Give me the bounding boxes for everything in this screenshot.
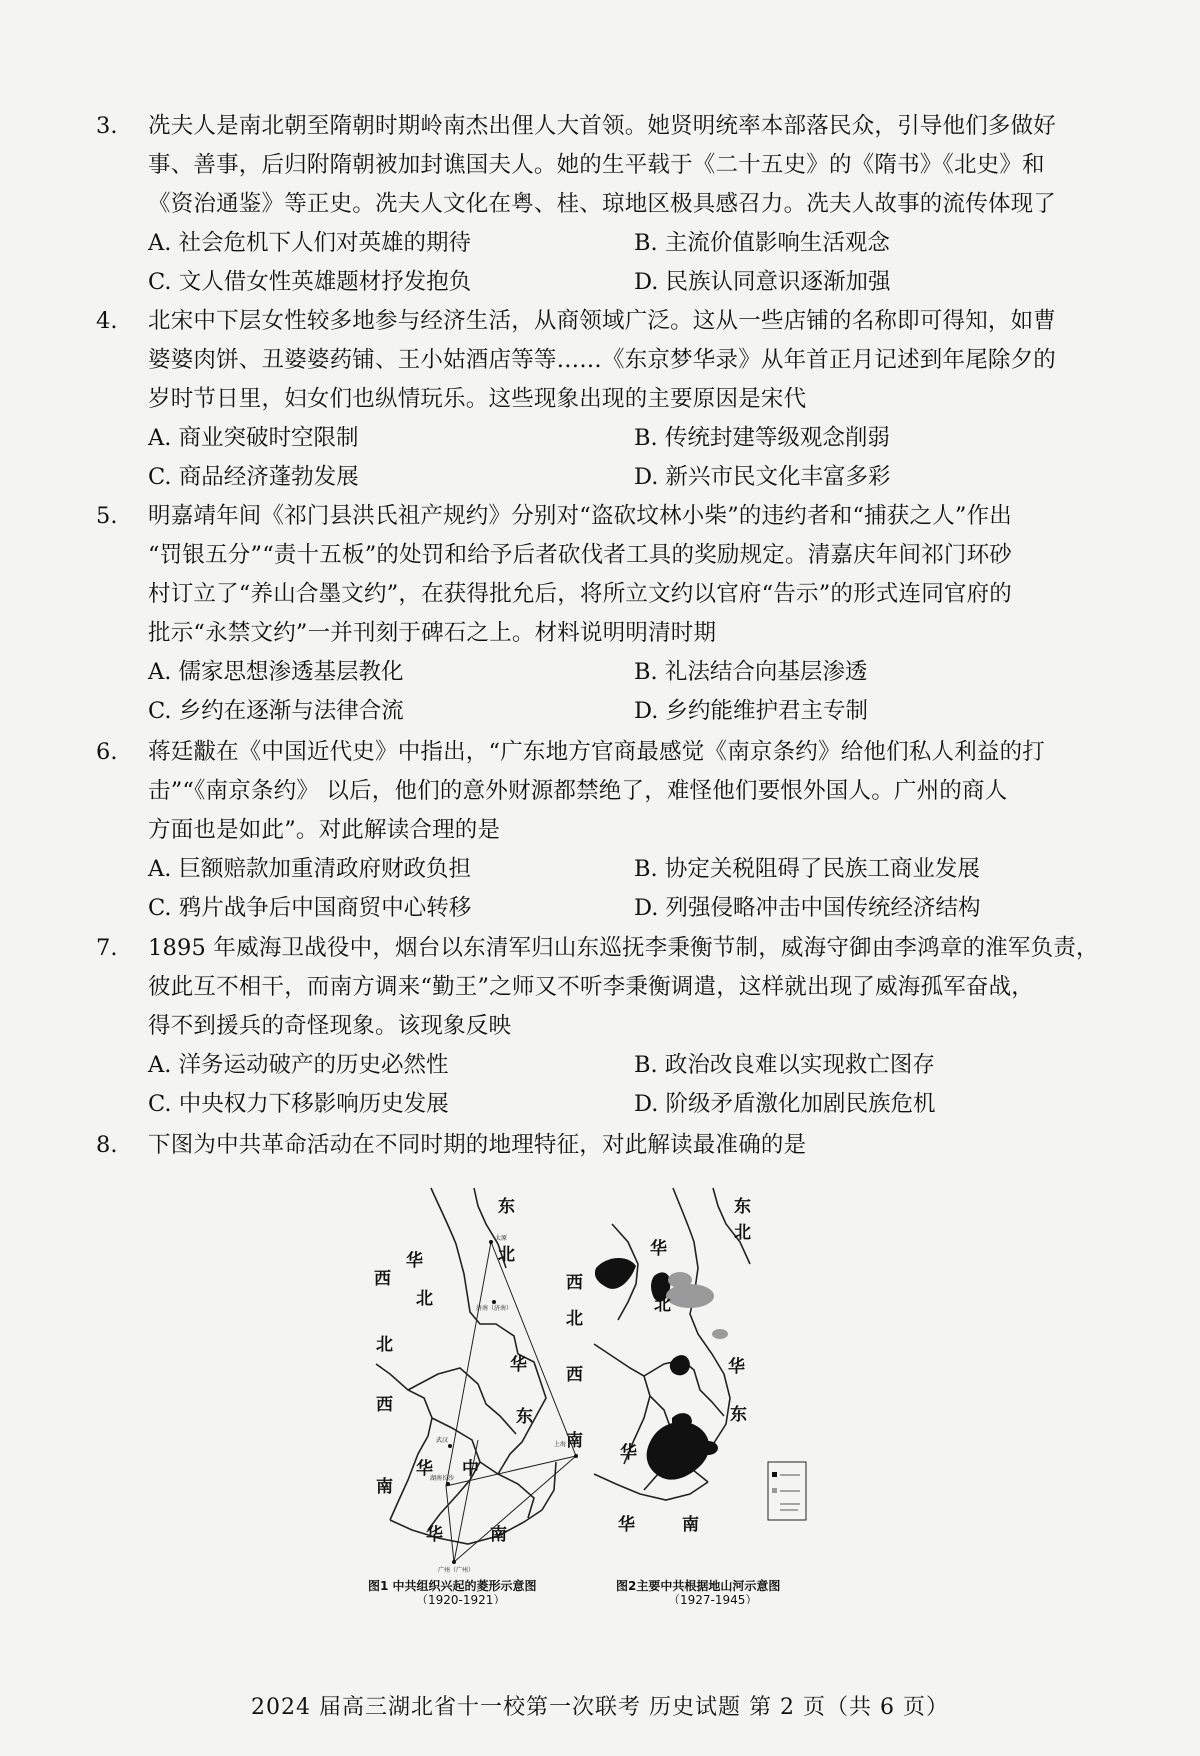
map-city-label: 广州（广州） bbox=[438, 1567, 475, 1574]
question-number: 8. bbox=[96, 1132, 118, 1158]
map-region-label: 西 bbox=[376, 1395, 393, 1415]
map-region-label: 东 bbox=[516, 1407, 533, 1427]
map-city-label: 济南（济南） bbox=[476, 1305, 513, 1312]
question-text-line: 得不到援兵的奇怪现象。该现象反映 bbox=[148, 1013, 512, 1039]
question-text-line: 北宋中下层女性较多地参与经济生活，从商领域广泛。这从一些店铺的名称即可得知，如曹 bbox=[148, 308, 1057, 334]
figure1-diamond bbox=[446, 1242, 576, 1562]
map-city-label: 湖南长沙 bbox=[430, 1475, 455, 1482]
map-region-label: 西 bbox=[374, 1269, 391, 1289]
option-d[interactable]: D. 阶级矛盾激化加剧民族危机 bbox=[634, 1091, 936, 1117]
option-c[interactable]: C. 鸦片战争后中国商贸中心转移 bbox=[148, 895, 472, 921]
question-text-line: 击”“《南京条约》 以后，他们的意外财源都禁绝了，难怪他们要恨外国人。广州的商人 bbox=[148, 778, 1008, 804]
map-region-label: 华 bbox=[426, 1525, 443, 1545]
map-region-label: 华 bbox=[620, 1443, 637, 1463]
map-region-label: 北 bbox=[376, 1335, 393, 1355]
map-region-label: 北 bbox=[654, 1295, 671, 1315]
question-text-line: 明嘉靖年间《祁门县洪氏祖产规约》分别对“盗砍坟林小柴”的违约者和“捕获之人”作出 bbox=[148, 503, 1013, 529]
map-region-label: 北 bbox=[734, 1223, 751, 1243]
map-city-label: 上海 bbox=[554, 1441, 567, 1448]
option-b[interactable]: B. 主流价值影响生活观念 bbox=[634, 230, 890, 256]
question-number: 4. bbox=[96, 308, 118, 334]
question-text-line: 事、善事，后归附隋朝被加封谯国夫人。她的生平载于《二十五史》的《隋书》《北史》和 bbox=[148, 152, 1045, 178]
question-text-line: 村订立了“养山合墨文约”，在获得批允后，将所立文约以官府“告示”的形式连同官府的 bbox=[148, 581, 1013, 607]
map-region-label: 中 bbox=[462, 1459, 479, 1479]
map-region-label: 华 bbox=[510, 1355, 527, 1375]
option-a[interactable]: A. 巨额赔款加重清政府财政负担 bbox=[148, 856, 472, 882]
map-region-label: 东 bbox=[730, 1405, 747, 1425]
option-a[interactable]: A. 洋务运动破产的历史必然性 bbox=[148, 1052, 449, 1078]
map-region-label: 华 bbox=[406, 1251, 423, 1271]
question-text-line: 冼夫人是南北朝至隋朝时期岭南杰出俚人大首领。她贤明统率本部落民众，引导他们多做好 bbox=[148, 113, 1057, 139]
question-text-line: 下图为中共革命活动在不同时期的地理特征，对此解读最准确的是 bbox=[148, 1132, 807, 1158]
option-b[interactable]: B. 政治改良难以实现救亡图存 bbox=[634, 1052, 935, 1078]
question-text-line: 批示“永禁文约”一并刊刻于碑石之上。材料说明明清时期 bbox=[148, 620, 717, 646]
map-region-label: 东 bbox=[734, 1197, 751, 1217]
map-city-label: 武汉 bbox=[436, 1437, 449, 1444]
map-region-label: 东 bbox=[498, 1197, 515, 1217]
option-a[interactable]: A. 商业突破时空限制 bbox=[148, 425, 359, 451]
map-region-label: 北 bbox=[416, 1289, 433, 1309]
map-region-label: 北 bbox=[498, 1245, 515, 1265]
figure2-years: （1927-1945） bbox=[668, 1593, 758, 1604]
option-a[interactable]: A. 社会危机下人们对英雄的期待 bbox=[148, 230, 472, 256]
option-c[interactable]: C. 文人借女性英雄题材抒发抱负 bbox=[148, 269, 472, 295]
map-region-label: 北 bbox=[566, 1309, 583, 1329]
maps-figure bbox=[368, 1184, 868, 1604]
map-region-label: 南 bbox=[566, 1431, 583, 1451]
option-b[interactable]: B. 传统封建等级观念削弱 bbox=[634, 425, 890, 451]
map-region-label: 南 bbox=[490, 1525, 507, 1545]
question-number: 5. bbox=[96, 503, 118, 529]
question-number: 6. bbox=[96, 739, 118, 765]
question-text-line: 彼此互不相干，而南方调来“勤王”之师又不听李秉衡调遣，这样就出现了威海孤军奋战， bbox=[148, 974, 1035, 1000]
option-a[interactable]: A. 儒家思想渗透基层教化 bbox=[148, 659, 404, 685]
map-city-label: 太原 bbox=[495, 1235, 508, 1242]
figure1-caption: 图1 中共组织兴起的菱形示意图 bbox=[368, 1579, 537, 1593]
page-footer: 2024 届高三湖北省十一校第一次联考 历史试题 第 2 页（共 6 页） bbox=[251, 1695, 949, 1720]
question-text-line: 1895 年威海卫战役中，烟台以东清军归山东巡抚李秉衡节制，威海守御由李鸿章的淮军负责， bbox=[148, 935, 1099, 961]
question-number: 3. bbox=[96, 113, 118, 139]
question-text-line: 婆婆肉饼、丑婆婆药铺、王小姑酒店等等……《东京梦华录》从年首正月记述到年尾除夕的 bbox=[148, 347, 1057, 373]
map-region-label: 南 bbox=[376, 1477, 393, 1497]
figure2-region-labels bbox=[566, 1196, 751, 1535]
map-region-label: 西 bbox=[566, 1273, 583, 1293]
question-text-line: 方面也是如此”。对此解读合理的是 bbox=[148, 817, 501, 843]
option-b[interactable]: B. 礼法结合向基层渗透 bbox=[634, 659, 868, 685]
question-text-line: 蒋廷黻在《中国近代史》中指出，“广东地方官商最感觉《南京条约》给他们私人利益的打 bbox=[148, 739, 1046, 765]
map-region-label: 华 bbox=[650, 1239, 667, 1259]
option-d[interactable]: D. 民族认同意识逐渐加强 bbox=[634, 269, 891, 295]
figure1-years: （1920-1921） bbox=[416, 1593, 506, 1604]
option-c[interactable]: C. 商品经济蓬勃发展 bbox=[148, 464, 359, 490]
figure2-caption: 图2主要中共根据地山河示意图 bbox=[616, 1579, 781, 1593]
option-b[interactable]: B. 协定关税阻碍了民族工商业发展 bbox=[634, 856, 980, 882]
map-region-label: 西 bbox=[566, 1365, 583, 1385]
map-region-label: 华 bbox=[728, 1357, 745, 1377]
option-c[interactable]: C. 中央权力下移影响历史发展 bbox=[148, 1091, 449, 1117]
figure1-small-labels bbox=[430, 1234, 566, 1574]
option-d[interactable]: D. 乡约能维护君主专制 bbox=[634, 698, 869, 724]
map-region-label: 华 bbox=[618, 1515, 635, 1535]
question-number: 7. bbox=[96, 935, 118, 961]
question-text-line: 《资治通鉴》等正史。冼夫人文化在粤、桂、琼地区极具感召力。冼夫人故事的流传体现了 bbox=[148, 191, 1057, 217]
option-c[interactable]: C. 乡约在逐渐与法律合流 bbox=[148, 698, 404, 724]
map-region-label: 南 bbox=[682, 1515, 699, 1535]
question-text-line: “罚银五分”“责十五板”的处罚和给予后者砍伐者工具的奖励规定。清嘉庆年间祁门环砂 bbox=[148, 542, 1013, 568]
question-text-line: 岁时节日里，妇女们也纵情玩乐。这些现象出现的主要原因是宋代 bbox=[148, 386, 807, 412]
option-d[interactable]: D. 新兴市民文化丰富多彩 bbox=[634, 464, 891, 490]
map-region-label: 中 bbox=[656, 1443, 673, 1463]
option-d[interactable]: D. 列强侵略冲击中国传统经济结构 bbox=[634, 895, 981, 921]
figure1-map bbox=[376, 1188, 556, 1544]
map-region-label: 华 bbox=[416, 1459, 433, 1479]
figure2-legend bbox=[768, 1462, 806, 1520]
